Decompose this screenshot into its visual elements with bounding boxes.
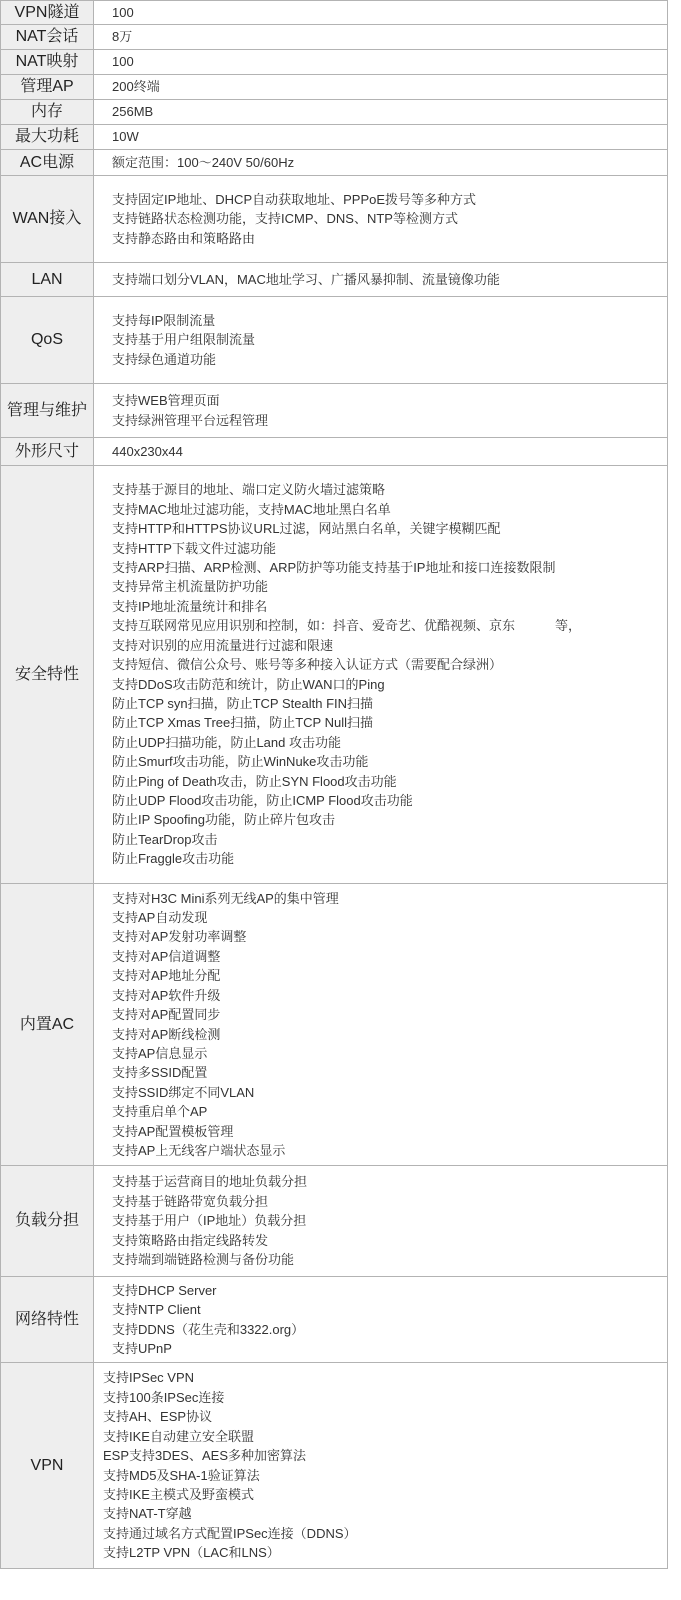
value-line: 支持WEB管理页面: [112, 393, 220, 409]
value-line: 支持策略路由指定线路转发: [112, 1232, 269, 1248]
row-value: [94, 25, 668, 50]
value-line: 10W: [112, 129, 139, 145]
value-line: 支持MD5及SHA-1验证算法: [103, 1467, 260, 1483]
row-label: VPN隧道: [1, 1, 94, 25]
value-line: 8万: [112, 29, 133, 45]
value-line: 支持链路状态检测功能，支持ICMP、DNS、NTP等检测方式: [112, 211, 458, 227]
row-value: [94, 1363, 668, 1569]
row-value: [94, 50, 668, 75]
row-label: NAT映射: [1, 50, 94, 75]
value-line: 支持DDNS（花生壳和3322.org）: [112, 1321, 305, 1337]
value-line: 防止UDP扫描功能，防止Land 攻击功能: [112, 734, 341, 750]
value-line: 支持AP上无线客户端状态显示: [112, 1142, 286, 1158]
row-value: [94, 884, 668, 1166]
value-line: 支持固定IP地址、DHCP自动获取地址、PPPoE拨号等多种方式: [112, 191, 477, 207]
row-label: LAN: [1, 263, 94, 297]
value-line: 支持对H3C Mini系列无线AP的集中管理: [112, 890, 339, 906]
value-line: 支持对AP软件升级: [112, 987, 221, 1003]
row-vpn-tunnel: [1, 1, 668, 25]
row-value: [94, 150, 668, 176]
value-line: 支持基于链路带宽负载分担: [112, 1193, 269, 1209]
value-line: 支持IKE主模式及野蛮模式: [103, 1486, 254, 1502]
value-line: 256MB: [112, 104, 154, 120]
value-line: 440x230x44: [112, 443, 183, 459]
row-value: [94, 297, 668, 384]
value-line: 支持ARP扫描、ARP检测、ARP防护等功能支持基于IP地址和接口连接数限制: [112, 560, 556, 576]
value-line: 支持对AP地址分配: [112, 968, 221, 984]
row-management: [1, 384, 668, 438]
row-memory: [1, 100, 668, 125]
value-line: 支持异常主机流量防护功能: [112, 579, 269, 595]
row-value: [94, 466, 668, 884]
value-line: 支持DHCP Server: [112, 1282, 217, 1298]
value-line: 200终端: [112, 79, 160, 95]
value-line: 防止TearDrop攻击: [112, 831, 218, 847]
value-line: 支持IP地址流量统计和排名: [112, 598, 268, 614]
value-line-text: 支持互联网常见应用识别和控制，如：抖音、爱奇艺、优酷视频、京东: [112, 618, 516, 634]
value-line: 支持绿色通道功能: [112, 351, 217, 367]
value-line: 支持MAC地址过滤功能，支持MAC地址黑白名单: [112, 501, 391, 517]
row-label: 负载分担: [1, 1166, 94, 1277]
row-network: [1, 1277, 668, 1363]
value-line: 支持端到端链路检测与备份功能: [112, 1252, 295, 1268]
value-line: 防止Ping of Death攻击，防止SYN Flood攻击功能: [112, 773, 397, 789]
row-label: NAT会话: [1, 25, 94, 50]
row-qos: [1, 297, 668, 384]
value-line: 支持端口划分VLAN，MAC地址学习、广播风暴抑制、流量镜像功能: [112, 271, 500, 287]
value-line: 支持AP信息显示: [112, 1045, 208, 1061]
value-line: 防止TCP Xmas Tree扫描，防止TCP Null扫描: [112, 715, 374, 731]
row-label: 安全特性: [1, 466, 94, 884]
value-line: 支持AP自动发现: [112, 910, 208, 926]
row-nat-session: [1, 25, 668, 50]
value-line: 支持静态路由和策略路由: [112, 230, 256, 246]
value-line: 支持NTP Client: [112, 1302, 201, 1318]
value-line: 支持HTTP和HTTPS协议URL过滤，网站黑白名单，关键字模糊匹配: [112, 521, 501, 537]
value-line: 防止Fraggle攻击功能: [112, 851, 235, 867]
row-value: [94, 1277, 668, 1363]
value-line: 支持对识别的应用流量进行过滤和限速: [112, 637, 334, 653]
row-label: VPN: [1, 1363, 94, 1569]
value-line: 防止UDP Flood攻击功能，防止ICMP Flood攻击功能: [112, 792, 413, 808]
value-line: 支持DDoS攻击防范和统计，防止WAN口的Ping: [112, 676, 385, 692]
value-line: 支持基于用户组限制流量: [112, 332, 256, 348]
row-value: [94, 384, 668, 438]
row-label: WAN接入: [1, 176, 94, 263]
value-line: 支持对AP配置同步: [112, 1007, 221, 1023]
value-line: 支持通过域名方式配置IPSec连接（DDNS）: [103, 1525, 357, 1541]
value-line: 支持基于用户（IP地址）负载分担: [112, 1213, 307, 1229]
value-line: 防止Smurf攻击功能，防止WinNuke攻击功能: [112, 754, 369, 770]
value-line: 支持短信、微信公众号、账号等多种接入认证方式（需要配合绿洲）: [112, 657, 503, 673]
row-value: [94, 100, 668, 125]
value-line: 100: [112, 54, 134, 70]
value-line: 支持100条IPSec连接: [103, 1389, 225, 1405]
value-line: 防止TCP syn扫描，防止TCP Stealth FIN扫描: [112, 695, 374, 711]
row-security: [1, 466, 668, 884]
value-line: 支持对AP断线检测: [112, 1026, 221, 1042]
row-label: 内存: [1, 100, 94, 125]
value-line: 支持多SSID配置: [112, 1065, 208, 1081]
value-line: 支持NAT-T穿越: [103, 1506, 192, 1522]
value-line: ESP支持3DES、AES多种加密算法: [103, 1448, 306, 1464]
value-line: 支持基于运营商目的地址负载分担: [112, 1174, 308, 1190]
row-label: 内置AC: [1, 884, 94, 1166]
row-value: [94, 1166, 668, 1277]
value-line: 支持IKE自动建立安全联盟: [103, 1428, 254, 1444]
value-line: 支持基于源目的地址、端口定义防火墙过滤策略: [112, 482, 386, 498]
row-value: [94, 176, 668, 263]
row-label: 管理AP: [1, 75, 94, 100]
row-builtin-ac: [1, 884, 668, 1166]
value-line: 防止IP Spoofing功能，防止碎片包攻击: [112, 812, 335, 828]
value-line: 支持HTTP下载文件过滤功能: [112, 540, 276, 556]
row-load-balancing: [1, 1166, 668, 1277]
value-line: 额定范围：100～240V 50/60Hz: [112, 154, 295, 170]
value-line: 支持重启单个AP: [112, 1104, 208, 1120]
row-ac-power: [1, 150, 668, 176]
row-lan: [1, 263, 668, 297]
row-wan: [1, 176, 668, 263]
value-line: 支持对AP发射功率调整: [112, 929, 247, 945]
value-line: 支持UPnP: [112, 1340, 172, 1356]
row-label: 外形尺寸: [1, 438, 94, 466]
row-value: [94, 1, 668, 25]
value-line: 支持AP配置模板管理: [112, 1123, 234, 1139]
row-nat-mapping: [1, 50, 668, 75]
row-label: 最大功耗: [1, 125, 94, 150]
row-label: 网络特性: [1, 1277, 94, 1363]
value-line: 100: [112, 4, 134, 20]
value-line: [112, 616, 667, 635]
value-line: 支持IPSec VPN: [103, 1370, 195, 1386]
row-value: [94, 263, 668, 297]
row-vpn: [1, 1363, 668, 1569]
row-value: [94, 125, 668, 150]
value-line: 支持每IP限制流量: [112, 312, 216, 328]
row-value: [94, 438, 668, 466]
row-label: AC电源: [1, 150, 94, 176]
row-label: QoS: [1, 297, 94, 384]
value-line: 支持对AP信道调整: [112, 948, 221, 964]
row-label: 管理与维护: [1, 384, 94, 438]
value-line: 支持L2TP VPN（LAC和LNS）: [103, 1545, 280, 1561]
row-managed-ap: [1, 75, 668, 100]
value-line: 支持AH、ESP协议: [103, 1409, 213, 1425]
value-line: 支持绿洲管理平台远程管理: [112, 412, 269, 428]
row-max-power: [1, 125, 668, 150]
value-line: 支持SSID绑定不同VLAN: [112, 1084, 255, 1100]
row-dimensions: [1, 438, 668, 466]
row-value: [94, 75, 668, 100]
value-line-tail: 等，: [555, 618, 582, 634]
